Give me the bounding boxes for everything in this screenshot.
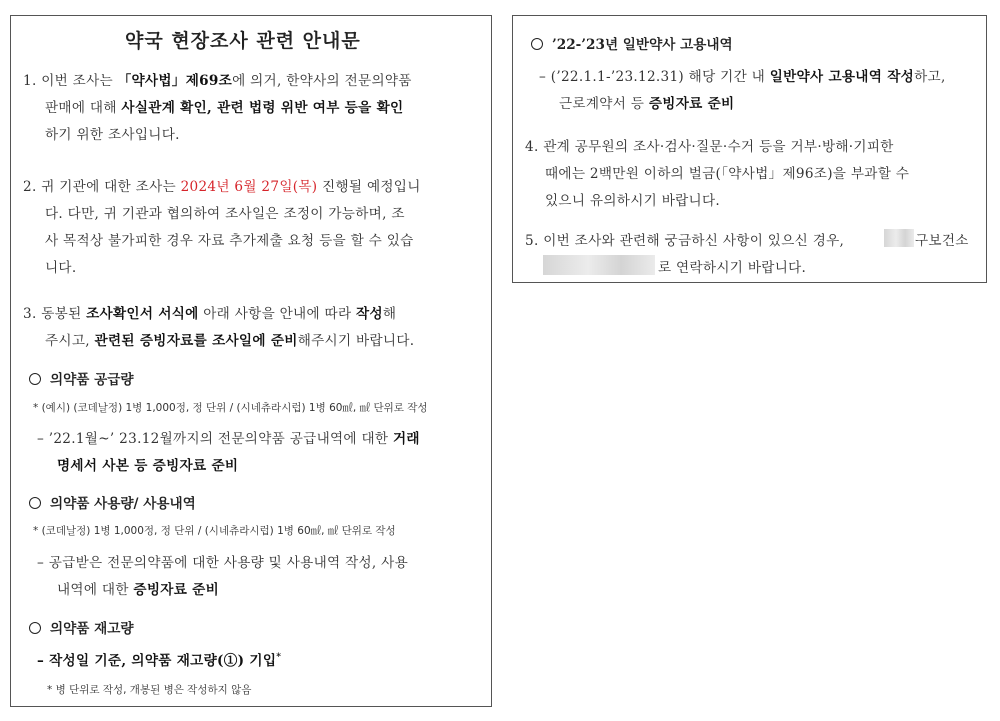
stock-detail-line-1: – 작성일 기준, 의약품 재고량(①) 기입* [37,652,282,669]
employment-heading: ’22-’23년 일반약사 고용내역 [531,33,733,53]
section-1-line-3: 하기 위한 조사입니다. [45,127,180,143]
section-2-line-1: 2. 귀 기관에 대한 조사는 2024년 6월 27일(목) 진행될 예정입니 [23,179,421,195]
redacted-district [884,229,914,247]
section-5-line-1: 5. 이번 조사와 관련해 궁금하신 사항이 있으신 경우, [525,233,845,249]
employment-line-1: – (’22.1.1-’23.12.31) 해당 기간 내 일반약사 고용내역 작성하고, [539,69,946,85]
section-4-line-2: 때에는 2백만원 이하의 벌금(「약사법」제96조)을 부과할 수 [545,166,910,182]
section-4-line-3: 있으니 유의하시기 바랍니다. [545,193,721,209]
stock-note: * 병 단위로 작성, 개봉된 병은 작성하지 않음 [47,684,252,696]
supply-heading: 의약품 공급량 [29,368,134,388]
section-2-line-2: 다. 다만, 귀 기관과 협의하여 조사일은 조정이 가능하며, 조 [45,206,405,222]
supply-detail-line-2: 명세서 사본 등 증빙자료 준비 [57,458,239,474]
section-3-line-1: 3. 동봉된 조사확인서 서식에 아래 사항을 안내에 따라 작성해 [23,306,397,322]
usage-detail-line-1: – 공급받은 전문의약품에 대한 사용량 및 사용내역 작성, 사용 [37,555,409,571]
redacted-contact [543,255,655,275]
circle-bullet-icon [29,497,41,509]
usage-heading: 의약품 사용량/ 사용내역 [29,492,196,512]
stock-heading: 의약품 재고량 [29,617,134,637]
document-title: 약국 현장조사 관련 안내문 [125,30,361,52]
supply-detail-line-1: – ’22.1월~’ 23.12월까지의 전문의약품 공급내역에 대한 거래 [37,431,420,447]
section-4-line-1: 4. 관계 공무원의 조사·검사·질문·수거 등을 거부·방해·기피한 [525,139,894,155]
employment-line-2: 근로계약서 등 증빙자료 준비 [559,96,735,112]
circle-bullet-icon [29,373,41,385]
section-2-line-4: 니다. [45,260,77,276]
section-1-line-1: 1. 이번 조사는 「약사법」제69조에 의거, 한약사의 전문의약품 [23,73,412,89]
health-center-label: 구보건소 [915,233,969,249]
circle-bullet-icon [531,38,543,50]
usage-detail-line-2: 내역에 대한 증빙자료 준비 [57,582,220,598]
section-1-line-2: 판매에 대해 사실관계 확인, 관련 법령 위반 여부 등을 확인 [45,100,404,116]
survey-date: 2024년 6월 27일(목) [180,179,318,195]
circle-bullet-icon [29,622,41,634]
section-5-line-2: 로 연락하시기 바랍니다. [658,260,807,276]
usage-note: * (코데날정) 1병 1,000정, 정 단위 / (시네츄라시럽) 1병 60㎖, ㎖ 단위로 작성 [33,525,396,537]
notice-left-panel [10,15,492,707]
supply-note: * (예시) (코데날정) 1병 1,000정, 정 단위 / (시네츄라시럽) 1병 60㎖, ㎖ 단위로 작성 [33,402,428,414]
section-3-line-2: 주시고, 관련된 증빙자료를 조사일에 준비해주시기 바랍니다. [45,333,415,349]
section-2-line-3: 사 목적상 불가피한 경우 자료 추가제출 요청 등을 할 수 있습 [45,233,414,249]
notice-right-panel [512,15,987,283]
